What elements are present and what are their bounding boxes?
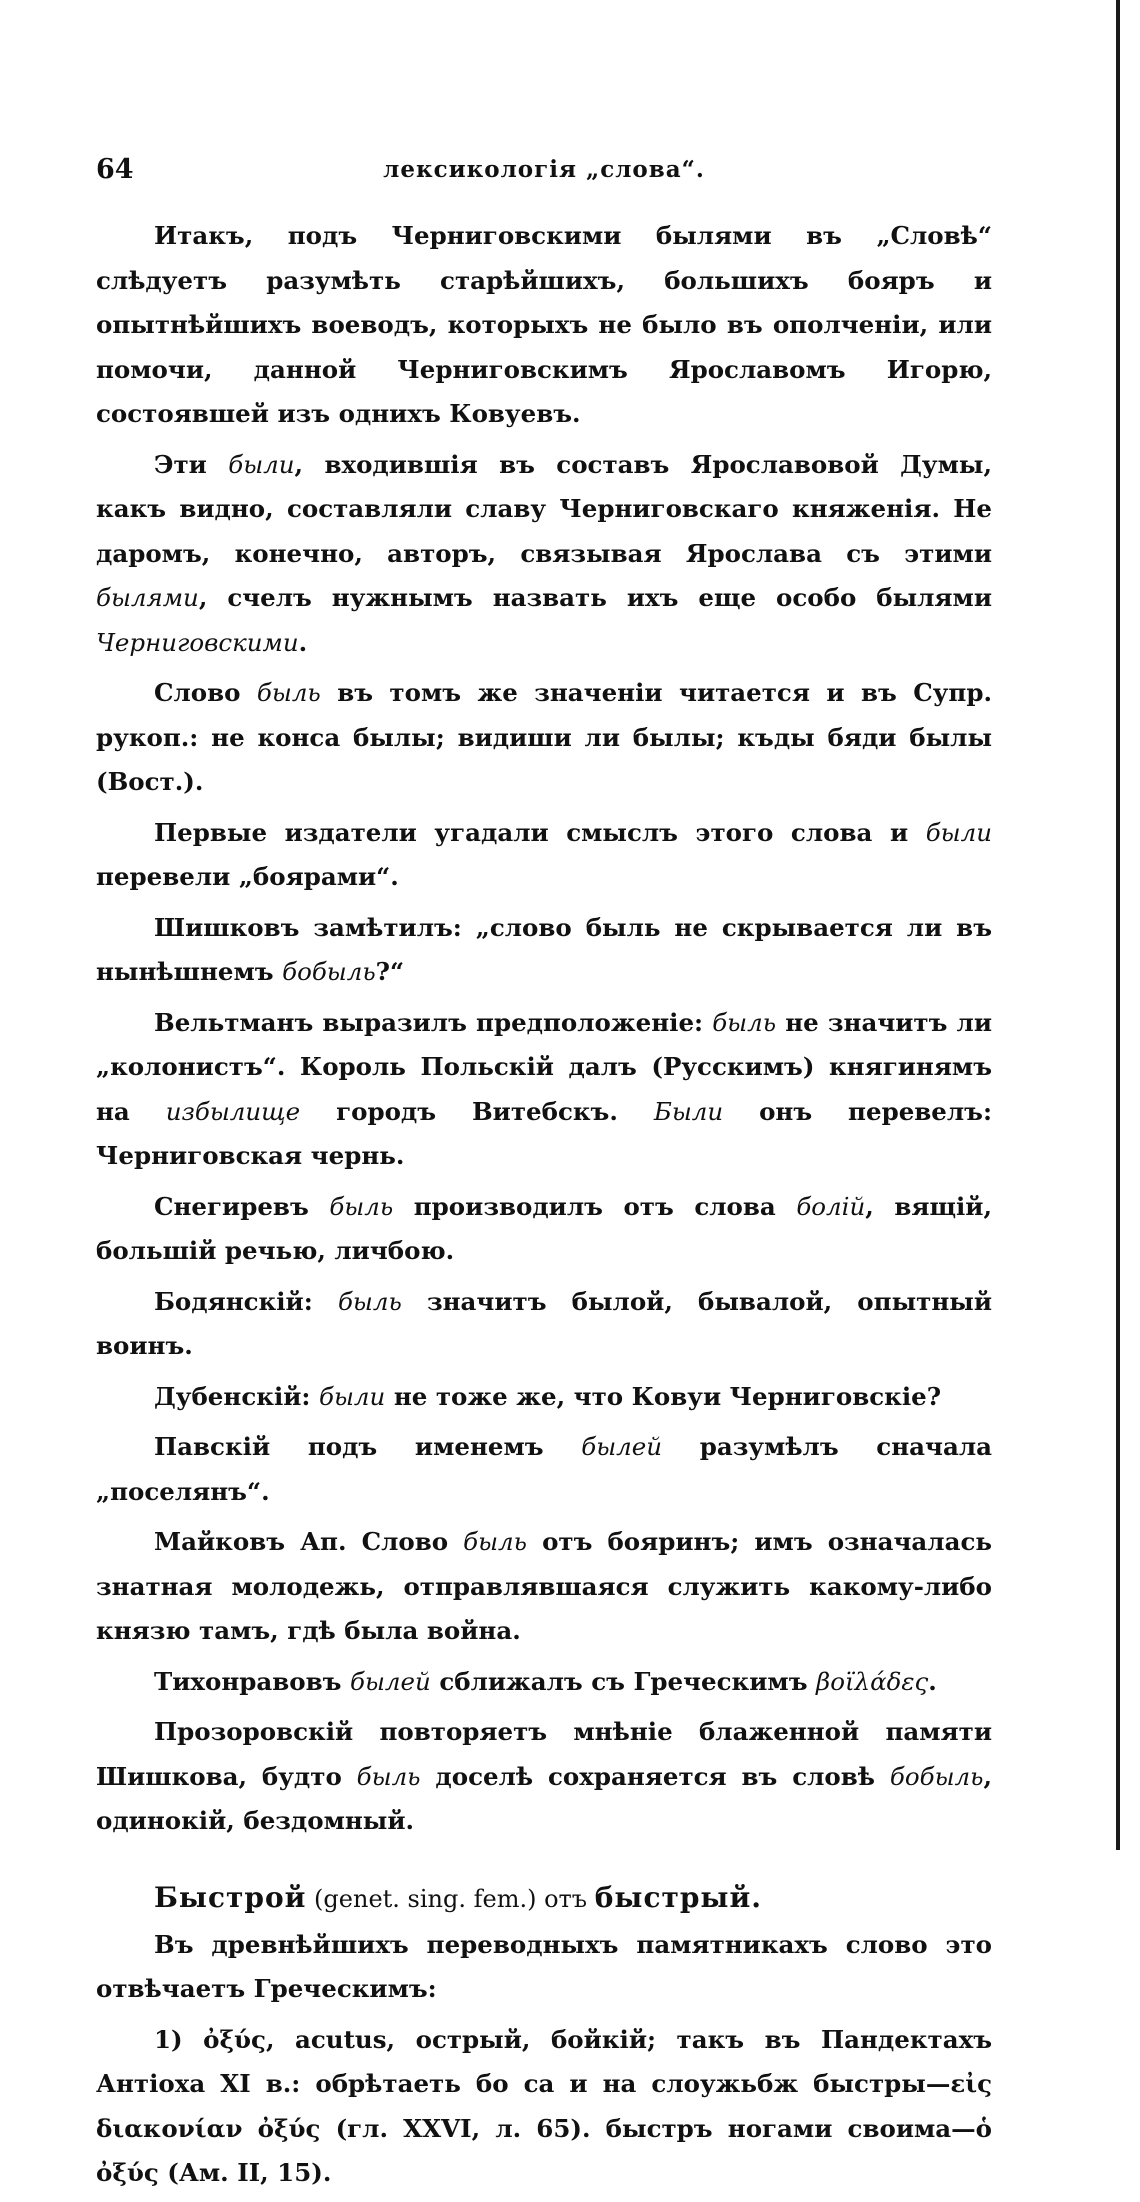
text-run: значитъ былой, бывалой, опытный воинъ. <box>96 1286 992 1360</box>
entry-paragraph <box>96 2018 992 2196</box>
italic-term: быль <box>337 1286 402 1316</box>
text-run: (Ам. II, 15). <box>158 2158 332 2187</box>
running-title: лексикологія „слова“. <box>383 156 705 183</box>
italic-term: Черниговскими <box>96 627 299 657</box>
italic-term: болій <box>796 1191 866 1221</box>
body-paragraph <box>96 671 992 805</box>
body-paragraph <box>96 1660 992 1705</box>
text-run: . <box>298 627 308 657</box>
entry-text <box>96 1923 992 2196</box>
italic-term: былей <box>581 1432 663 1461</box>
italic-term: βοϊλάδες <box>816 1666 929 1696</box>
entry-headword: Быстрой <box>154 1880 307 1914</box>
entry-paragraph <box>96 1923 992 2012</box>
text-run: Снегиревъ <box>154 1191 330 1221</box>
body-paragraph <box>96 1001 992 1179</box>
body-paragraph <box>96 1375 992 1420</box>
body-paragraph <box>96 1280 992 1369</box>
text-run: Вельтманъ выразилъ предположеніе: <box>154 1007 713 1037</box>
text-run: Эти <box>154 449 229 479</box>
text-run: , одинокій, бездомный. <box>96 1761 992 1835</box>
text-run: Итакъ, подъ Черниговскими былями въ „Словѣ“ слѣдуетъ разумѣть старѣйшихъ, большихъ бояръ и опытнѣйшихъ воеводъ, которыхъ не было въ ополченіи, или помочи, данной Черниговскимъ Ярославомъ Игорю, состоявшей изъ однихъ Ковуевъ. <box>96 221 992 428</box>
text-run: , входившія въ составъ Ярославовой Думы, какъ видно, составляли славу Черниговскаго княженія. Не даромъ, конечно, авторъ, связывая Ярослава съ этими <box>96 449 992 568</box>
text-run: ?“ <box>375 957 405 986</box>
body-paragraph <box>96 1520 992 1654</box>
text-run: доселѣ сохраняется въ словѣ <box>420 1761 890 1791</box>
text-run: Бодянскій: <box>154 1286 338 1316</box>
text-run: Павскій подъ именемъ <box>154 1432 582 1461</box>
text-run: . <box>928 1666 937 1696</box>
main-text <box>96 214 992 1844</box>
text-run: (гл. XXVI, л. 65). быстръ ногами своима— <box>320 2113 976 2143</box>
text-run: отъ бояринъ; имъ означалась знатная молодежь, отправлявшаяся служить какому-либо князю тамъ, гдѣ была война. <box>96 1527 992 1645</box>
italic-term: ὁ ὀξύς <box>96 2113 992 2187</box>
text-run: , acutus, острый, бойкій; такъ въ Пандектахъ Антіоха XI в.: обрѣтаеть бо са и на слоужьбж быстры— <box>96 2024 992 2098</box>
italic-term: ὀξύς <box>203 2024 266 2054</box>
entry-grammar: (genet. sing. fem.) отъ <box>306 1884 595 1913</box>
italic-term: были <box>319 1381 386 1411</box>
text-run: Тихонравовъ <box>154 1666 350 1696</box>
page-edge-shadow <box>1116 0 1120 1850</box>
italic-term: были <box>925 817 992 847</box>
italic-term: быль <box>256 678 321 707</box>
italic-term: избылище <box>165 1096 301 1126</box>
text-run: Слово <box>154 678 257 707</box>
book-page <box>96 150 992 2202</box>
dictionary-entry <box>96 1874 992 2196</box>
text-run: Первые издатели угадали смыслъ этого слова и <box>154 817 926 847</box>
text-run: сближалъ съ Греческимъ <box>430 1666 817 1696</box>
text-run: Въ древнѣйшихъ переводныхъ памятникахъ слово это отвѣчаетъ Греческимъ: <box>96 1929 992 2003</box>
italic-term: быль <box>329 1191 394 1221</box>
italic-term: быль <box>463 1527 527 1556</box>
text-run: не тоже же, что Ковуи Черниговскіе? <box>385 1381 942 1411</box>
body-paragraph <box>96 1710 992 1844</box>
italic-term: былей <box>350 1666 431 1696</box>
body-paragraph <box>96 1425 992 1514</box>
body-paragraph <box>96 214 992 437</box>
text-run: , вящій, большій речью, личбою. <box>96 1191 993 1265</box>
text-run: въ томъ же значеніи читается и въ Супр. рукоп.: не конса былы; видиши ли былы; къды бяди былы (Вост.). <box>96 678 992 796</box>
italic-term: быль <box>356 1761 421 1791</box>
text-run: не значитъ ли „колонистъ“. Король Польскій далъ (Русскимъ) княгинямъ на <box>96 1007 992 1126</box>
text-run: Шишковъ замѣтилъ: „слово быль не скрывается ли въ нынѣшнемъ <box>96 912 992 986</box>
italic-term: были <box>228 449 295 479</box>
entry-root: быстрый. <box>594 1880 763 1914</box>
entry-headword-line <box>96 1874 992 1923</box>
page-number: 64 <box>96 154 134 185</box>
italic-term: быль <box>712 1007 777 1037</box>
text-run: производилъ отъ слова <box>393 1191 797 1221</box>
body-paragraph <box>96 811 992 900</box>
text-run: Прозоровскій повторяетъ мнѣніе блаженной памяти Шишкова, будто <box>96 1717 992 1791</box>
page-header <box>96 150 992 194</box>
text-run: Майковъ Ап. Слово <box>154 1527 464 1556</box>
italic-term: бобыль <box>889 1761 984 1791</box>
body-paragraph <box>96 1185 992 1274</box>
italic-term: εἰς διακονίαν ὀξύς <box>96 2069 992 2143</box>
body-paragraph <box>96 443 992 666</box>
body-paragraph <box>96 906 992 995</box>
text-run: , счелъ нужнымъ назвать ихъ еще особо былями <box>198 583 992 612</box>
italic-term: Были <box>653 1096 724 1126</box>
text-run: Дубенскій: <box>154 1381 319 1411</box>
text-run: 1) <box>154 2024 204 2054</box>
text-run: онъ перевелъ: Черниговская чернь. <box>96 1096 993 1170</box>
text-run: перевели „боярами“. <box>96 862 399 891</box>
italic-term: былями <box>96 583 199 612</box>
italic-term: бобыль <box>282 957 376 986</box>
text-run: разумѣлъ сначала „поселянъ“. <box>96 1432 992 1506</box>
text-run: городъ Витебскъ. <box>300 1096 654 1126</box>
